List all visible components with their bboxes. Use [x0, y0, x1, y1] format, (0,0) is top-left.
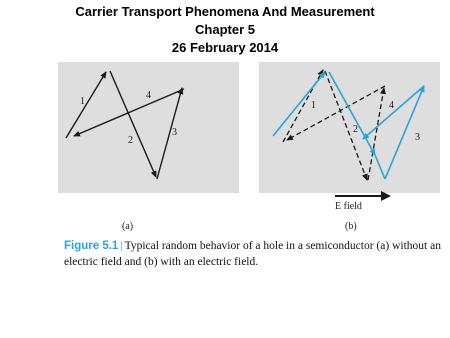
segment-label-1: 1 — [311, 100, 316, 111]
slide-title-line1: Carrier Transport Phenomena And Measurement — [75, 4, 375, 19]
slide-title-line2: Chapter 5 — [195, 22, 255, 37]
dashed-segment-3 — [368, 88, 384, 180]
figure-panel-b — [259, 62, 440, 193]
field-segment-1 — [273, 72, 325, 136]
figure-caption — [64, 238, 444, 270]
figure-panel-a — [58, 62, 239, 193]
segment-label-3: 3 — [415, 132, 420, 143]
segment-label-2: 2 — [128, 135, 133, 146]
random-walk-diagram-a — [58, 62, 239, 193]
path-segment-1 — [66, 72, 106, 138]
segment-label-4: 4 — [389, 100, 394, 111]
random-walk-diagram-b — [259, 62, 440, 193]
field-segment-3 — [375, 155, 385, 179]
subfigure-caption-a: (a) — [122, 221, 134, 232]
segment-label-1: 1 — [80, 96, 85, 107]
subfigure-caption-b: (b) — [345, 221, 357, 232]
slide-title-line3: 26 February 2014 — [171, 40, 279, 55]
e-field-label: E field — [335, 201, 362, 212]
segment-label-3: 3 — [172, 127, 177, 138]
caption-text: Typical random behavior of a hole in a semiconductor (a) without an electric field and (b) with an electric field. — [64, 240, 441, 268]
caption-separator: | — [120, 240, 123, 252]
path-segment-3 — [157, 88, 182, 179]
figure-number: Figure 5.1 — [64, 240, 119, 252]
dashed-segment-2 — [325, 71, 367, 180]
path-segment-4 — [74, 89, 184, 136]
segment-label-2: 2 — [353, 124, 358, 135]
segment-label-4: 4 — [146, 90, 151, 101]
path-segment-2 — [110, 71, 156, 177]
